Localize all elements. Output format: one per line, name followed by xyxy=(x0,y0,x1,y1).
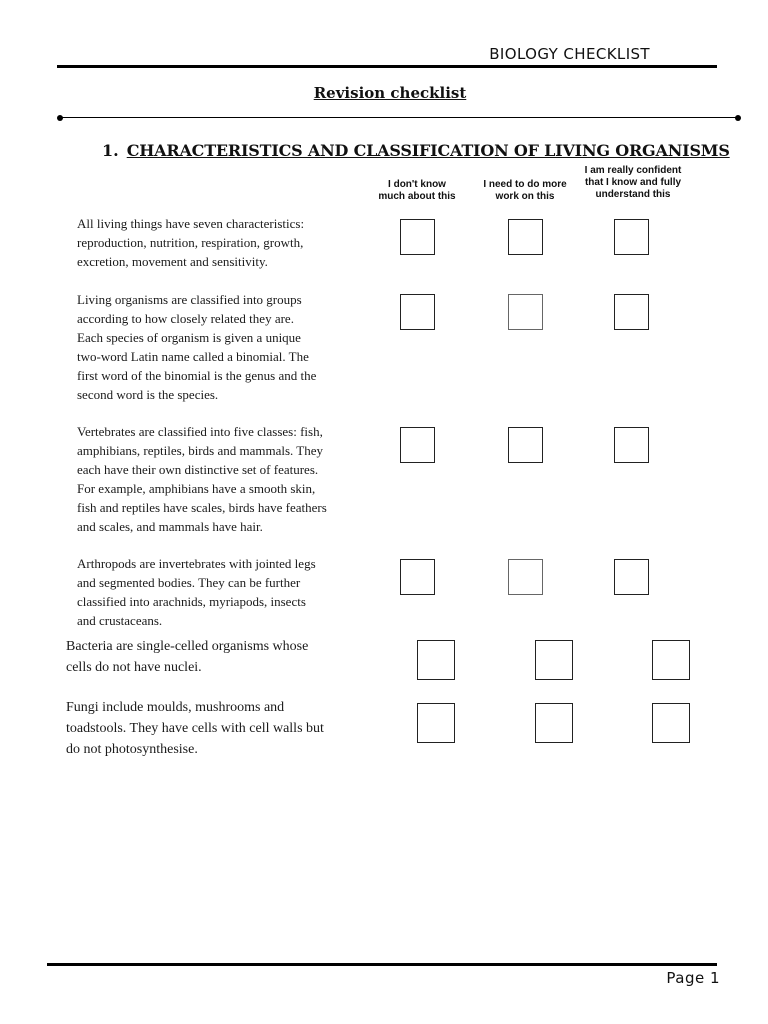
document-header-title: BIOLOGY CHECKLIST xyxy=(489,45,650,63)
item2-need-work-checkbox[interactable] xyxy=(508,294,543,330)
section-title: CHARACTERISTICS AND CLASSIFICATION OF LIVING ORGANISMS xyxy=(126,141,730,160)
text-line: and segmented bodies. They can be further xyxy=(77,575,301,590)
column-header-line: I am really confident xyxy=(584,165,682,176)
item1-dont-know-checkbox[interactable] xyxy=(400,219,435,255)
item3-need-work-checkbox[interactable] xyxy=(508,427,543,463)
text-line: first word of the binomial is the genus and the xyxy=(77,368,317,383)
checklist-title: Revision checklist xyxy=(313,84,467,102)
text-line: Living organisms are classified into groups xyxy=(77,292,302,307)
column-header-line: much about this xyxy=(378,191,456,202)
section-number: 1. xyxy=(102,141,119,160)
divider-left-dot xyxy=(57,115,63,121)
item4-dont-know-checkbox[interactable] xyxy=(400,559,435,595)
text-line: For example, amphibians have a smooth skin, xyxy=(77,481,316,496)
item1-need-work-checkbox[interactable] xyxy=(508,219,543,255)
title-divider xyxy=(60,117,738,118)
checklist-item-text xyxy=(66,697,324,760)
item6-need-work-checkbox[interactable] xyxy=(535,703,573,743)
item5-need-work-checkbox[interactable] xyxy=(535,640,573,680)
text-line: classified into arachnids, myriapods, insects xyxy=(77,594,306,609)
text-line: All living things have seven characteristics: xyxy=(77,216,305,231)
column-header-line: that I know and fully xyxy=(584,177,682,188)
item6-dont-know-checkbox[interactable] xyxy=(417,703,455,743)
item1-confident-checkbox[interactable] xyxy=(614,219,649,255)
text-line: Each species of organism is given a unique xyxy=(77,330,301,345)
item6-confident-checkbox[interactable] xyxy=(652,703,690,743)
column-header-line: I don't know xyxy=(388,179,446,190)
text-line: each have their own distinctive set of features. xyxy=(77,462,319,477)
item2-confident-checkbox[interactable] xyxy=(614,294,649,330)
checklist-item-text xyxy=(77,422,327,536)
text-line: cells do not have nuclei. xyxy=(66,660,202,675)
column-header-confident xyxy=(573,165,693,201)
item4-confident-checkbox[interactable] xyxy=(614,559,649,595)
column-header-line: work on this xyxy=(495,191,555,202)
column-header-line: understand this xyxy=(595,189,671,200)
text-line: Fungi include moulds, mushrooms and xyxy=(66,700,285,715)
footer-rule xyxy=(47,963,717,966)
item5-dont-know-checkbox[interactable] xyxy=(417,640,455,680)
text-line: reproduction, nutrition, respiration, growth, xyxy=(77,235,304,250)
item3-dont-know-checkbox[interactable] xyxy=(400,427,435,463)
header-rule xyxy=(57,65,717,68)
text-line: Vertebrates are classified into five classes: fish, xyxy=(77,424,323,439)
item4-need-work-checkbox[interactable] xyxy=(508,559,543,595)
item3-confident-checkbox[interactable] xyxy=(614,427,649,463)
text-line: excretion, movement and sensitivity. xyxy=(77,254,268,269)
text-line: two-word Latin name called a binomial. The xyxy=(77,349,309,364)
text-line: second word is the species. xyxy=(77,387,219,402)
section-heading xyxy=(102,141,730,160)
text-line: according to how closely related they are. xyxy=(77,311,294,326)
checklist-item-text xyxy=(66,636,308,678)
text-line: fish and reptiles have scales, birds have feathers xyxy=(77,500,327,515)
checklist-item-text xyxy=(77,214,304,271)
text-line: amphibians, reptiles, birds and mammals. They xyxy=(77,443,323,458)
item5-confident-checkbox[interactable] xyxy=(652,640,690,680)
item2-dont-know-checkbox[interactable] xyxy=(400,294,435,330)
column-header-dont-know xyxy=(357,179,477,203)
column-header-line: I need to do more xyxy=(483,179,567,190)
text-line: toadstools. They have cells with cell walls but xyxy=(66,721,324,736)
column-header-need-work xyxy=(465,179,585,203)
text-line: and scales, and mammals have hair. xyxy=(77,519,263,534)
page-number: Page 1 xyxy=(666,969,720,987)
text-line: Bacteria are single-celled organisms whose xyxy=(66,639,309,654)
text-line: do not photosynthesise. xyxy=(66,742,198,757)
text-line: Arthropods are invertebrates with jointed legs xyxy=(77,556,316,571)
divider-right-dot xyxy=(735,115,741,121)
text-line: and crustaceans. xyxy=(77,613,163,628)
checklist-item-text xyxy=(77,290,316,404)
checklist-item-text xyxy=(77,554,316,630)
